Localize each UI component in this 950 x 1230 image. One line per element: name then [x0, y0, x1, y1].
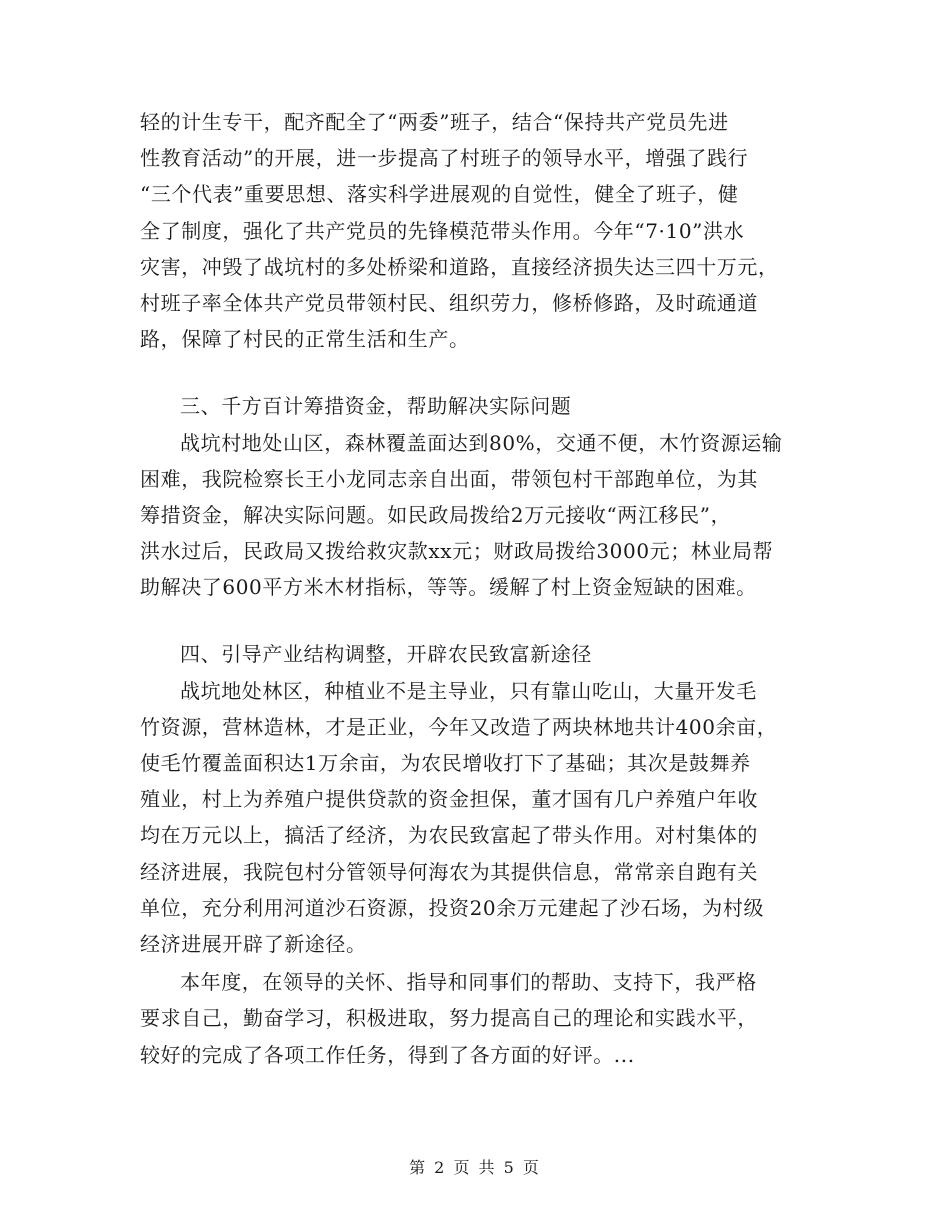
text-line: 经济进展，我院包村分管领导何海农为其提供信息，常常亲自跑有关: [140, 859, 758, 884]
paragraph-5: [140, 964, 810, 1073]
text-line: 性教育活动”的开展，进一步提高了村班子的领导水平，增强了践行: [140, 146, 749, 171]
paragraph-spacer: [140, 605, 810, 636]
text-line: 轻的计生专干，配齐配全了“两委”班子，结合“保持共产党员先进: [140, 110, 729, 134]
paragraph-spacer: [140, 357, 810, 388]
text-line: 灾害，冲毁了战坑村的多处桥梁和道路，直接经济损失达三四十万元，: [140, 254, 779, 279]
text-line: 经济进展开辟了新途径。: [140, 931, 367, 956]
text-line: “三个代表”重要思想、落实科学进展观的自觉性，健全了班子，健: [140, 182, 739, 207]
document-body: [140, 104, 810, 1073]
paragraph-4: [140, 673, 810, 963]
text-line: 困难，我院检察长王小龙同志亲自出面，带领包村干部跑单位，为其: [140, 466, 758, 491]
text-line: 助解决了600平方米木材指标，等等。缓解了村上资金短缺的困难。: [140, 575, 757, 600]
text-line: 竹资源，营林造林，才是正业，今年又改造了两块林地共计400余亩，: [140, 714, 778, 739]
page-number-footer: 第 2 页 共 5 页: [409, 1158, 541, 1177]
text-line: 较好的完成了各项工作任务，得到了各方面的好评。...: [140, 1042, 635, 1067]
text-line: 殖业，村上为养殖户提供贷款的资金担保，董才国有几户养殖户年收: [140, 787, 758, 812]
text-line: 单位，充分利用河道沙石资源，投资20余万元建起了沙石场，为村级: [140, 895, 765, 920]
text-line: 本年度，在领导的关怀、指导和同事们的帮助、支持下，我严格: [180, 970, 757, 995]
text-line: 筹措资金，解决实际问题。如民政局拨给2万元接收“两江移民”，: [140, 502, 732, 527]
text-line: 路，保障了村民的正常生活和生产。: [140, 327, 470, 352]
section-heading-4: 四、引导产业结构调整，开辟农民致富新途径: [180, 642, 592, 667]
text-line: 洪水过后，民政局又拨给救灾款xx元；财政局拨给3000元；林业局帮: [140, 539, 774, 564]
text-line: 战坑村地处山区，森林覆盖面达到80%，交通不便，木竹资源运输: [180, 430, 783, 455]
text-line: 战坑地处林区，种植业不是主导业，只有靠山吃山，大量开发毛: [180, 678, 757, 703]
text-line: 全了制度，强化了共产党员的先锋模范带头作用。今年“7·10”洪水: [140, 218, 745, 243]
section-heading-3: 三、千方百计筹措资金，帮助解决实际问题: [180, 394, 572, 419]
text-line: 村班子率全体共产党员带领村民、组织劳力，修桥修路，及时疏通道: [140, 290, 758, 315]
paragraph-3: [140, 425, 810, 606]
text-line: 均在万元以上，搞活了经济，为农民致富起了带头作用。对村集体的: [140, 823, 758, 848]
text-line: 使毛竹覆盖面积达1万余亩，为农民增收打下了基础；其次是鼓舞养: [140, 751, 751, 775]
paragraph-1: [140, 104, 810, 357]
text-line: 要求自己，勤奋学习，积极进取，努力提高自己的理论和实践水平，: [140, 1006, 758, 1031]
